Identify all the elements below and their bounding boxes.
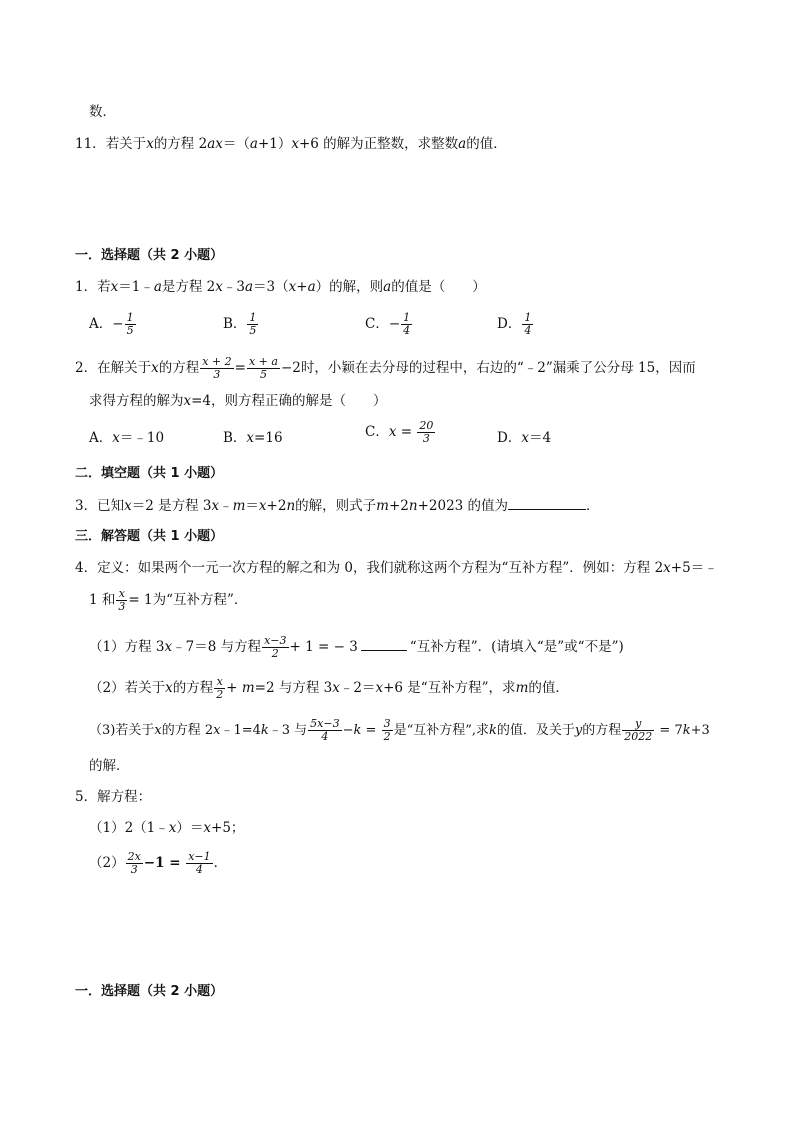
text: + (296, 279, 308, 295)
text: 的值是（ ） (391, 279, 486, 295)
var: x (332, 680, 340, 696)
var: x (521, 430, 529, 446)
fraction-numerator: 1 (249, 311, 257, 324)
var: k (682, 723, 691, 738)
text: 解方程： (97, 789, 152, 805)
continuation-fragment: 数． (89, 104, 116, 120)
question-number: 1． (75, 279, 98, 295)
text: + (226, 680, 242, 696)
text: ． (586, 498, 600, 514)
var: ax (207, 136, 223, 152)
option-label: B． (223, 316, 247, 332)
text: 的方程 (172, 680, 214, 696)
fraction (125, 312, 136, 337)
option-label: D． (497, 430, 522, 446)
question-4-part-3-line-2 (89, 756, 130, 776)
text: ﹣ (219, 498, 233, 514)
text: ）的解，则 (315, 279, 384, 295)
var: k (489, 723, 497, 738)
text: “互补方程”．(请填入“是”或“不是”) (409, 639, 624, 655)
option-label: A． (89, 316, 113, 332)
fraction-denominator: 2 (271, 647, 279, 660)
fraction-numerator: x−3 (264, 634, 287, 647)
text: = (234, 360, 246, 376)
text: 是方程 2 (161, 279, 216, 295)
fraction (262, 635, 288, 660)
var: y (574, 723, 583, 738)
fraction-denominator: 2 (383, 730, 391, 743)
fraction-numerator: y (622, 718, 654, 731)
question-11 (75, 134, 507, 154)
option-a (89, 428, 164, 448)
fraction (116, 588, 127, 613)
fraction (382, 718, 393, 743)
text: +5＝﹣ (670, 560, 718, 576)
text: +2 (266, 498, 287, 514)
fraction-denominator: 5 (126, 324, 134, 337)
text: 已知 (97, 498, 125, 514)
fraction-denominator: 3 (422, 432, 430, 445)
answer-blank[interactable] (361, 650, 407, 651)
text: 的方程 2 (153, 136, 208, 152)
fraction-denominator: 5 (249, 324, 257, 337)
continuation-text (89, 102, 116, 122)
fraction-denominator: 3 (213, 368, 221, 381)
var: x (388, 424, 397, 440)
var: a (153, 279, 162, 295)
text: 的值． (528, 680, 569, 696)
fraction (126, 851, 143, 876)
section-heading: 二．填空题（共 1 小题） (75, 466, 224, 481)
var: x (291, 136, 299, 152)
text: 的解． (89, 758, 130, 774)
var: x (164, 639, 173, 655)
fraction (200, 356, 233, 381)
text: （2）若关于 (89, 680, 166, 696)
fraction-numerator: x + 2 (202, 355, 232, 368)
question-4-part-2 (89, 676, 569, 701)
question-4-line-2 (89, 588, 247, 613)
text: ＝3（ (253, 279, 289, 295)
text: +2 (388, 498, 409, 514)
fraction-denominator: 2 (216, 688, 224, 701)
text: ﹣7＝8 与方程 (172, 639, 262, 655)
question-4 (75, 558, 718, 578)
var: k (353, 723, 362, 738)
text: ＝4 (528, 430, 552, 446)
text: +5； (211, 820, 245, 836)
var: x (183, 393, 192, 409)
fraction (247, 312, 258, 337)
var: a (383, 279, 392, 295)
question-3 (75, 496, 600, 516)
question-number: 11． (75, 136, 106, 152)
text: ﹣1=4 (220, 723, 261, 738)
var: m (515, 680, 529, 696)
fraction (401, 312, 412, 337)
option-d (497, 312, 534, 337)
fraction-numerator: x + a (248, 355, 278, 368)
text: 在解关于 (97, 360, 152, 376)
var: x (110, 279, 119, 295)
option-label: A． (89, 430, 113, 446)
fraction (417, 420, 435, 445)
var: x (663, 560, 671, 576)
answer-blank[interactable] (508, 509, 586, 510)
fraction (186, 851, 212, 876)
option-b (223, 312, 259, 337)
var: x (246, 430, 255, 446)
option-sign: − (388, 316, 401, 332)
fraction (247, 356, 280, 381)
fraction-denominator: 5 (259, 368, 267, 381)
option-d (497, 428, 551, 448)
option-label: D． (497, 316, 522, 332)
question-5-part-1 (89, 818, 244, 838)
question-1 (75, 277, 486, 297)
text: 的方程 (582, 723, 622, 738)
fraction-numerator: x (214, 676, 225, 689)
text: = 1为“互补方程”． (128, 592, 248, 608)
text: ﹣2＝ (339, 680, 376, 696)
fraction-numerator: 2x (127, 850, 141, 863)
fraction-denominator: 4 (524, 324, 532, 337)
fraction-denominator: 3 (118, 600, 126, 613)
question-2 (75, 356, 696, 381)
fraction-numerator: 3 (383, 717, 391, 730)
var: m (376, 498, 389, 514)
text: 的方程 2 (161, 723, 214, 738)
question-2-line-2 (89, 391, 387, 411)
text: （3)若关于 (89, 723, 155, 738)
section-heading: 一．选择题（共 2 小题） (75, 984, 224, 999)
fraction (214, 676, 225, 701)
text: 若 (97, 279, 111, 295)
text: 求得方程的解为 (89, 393, 184, 409)
var: x (168, 820, 177, 836)
question-5-part-2 (89, 851, 227, 876)
text: ＝（ (222, 136, 250, 152)
var: a (307, 279, 316, 295)
var: x (288, 279, 297, 295)
text: 是“互补方程”,求 (393, 723, 489, 738)
var: x (146, 136, 154, 152)
var: x (258, 498, 267, 514)
var: x (124, 498, 132, 514)
var: x (165, 680, 173, 696)
text: − (342, 723, 354, 738)
text: （1）方程 3 (89, 639, 165, 655)
text: 1 和 (89, 592, 116, 608)
text: ＝2 是方程 3 (131, 498, 212, 514)
text: 定义：如果两个一元一次方程的解之和为 0，我们就称这两个方程为“互补方程”．例如：方程 2 (97, 560, 664, 576)
question-number: 2． (75, 360, 98, 376)
fraction-numerator: x (116, 588, 127, 601)
fraction-denominator: 4 (195, 863, 203, 876)
section-heading: 三．解答题（共 1 小题） (75, 529, 224, 544)
var: m (241, 680, 255, 696)
text: ＝﹣10 (119, 430, 165, 446)
var: x (375, 680, 384, 696)
question-number: 5． (75, 789, 98, 805)
var: x (112, 430, 120, 446)
option-a (89, 312, 137, 337)
fraction-numerator: 1 (524, 311, 532, 324)
question-number: 4． (75, 560, 98, 576)
var: x (151, 360, 159, 376)
text: （2） (89, 855, 125, 871)
text: 若关于 (105, 136, 147, 152)
text: =2 与方程 3 (254, 680, 333, 696)
var: a (249, 136, 258, 152)
text: ＝ (245, 498, 259, 514)
question-number: 3． (75, 498, 98, 514)
section-heading: 一．选择题（共 2 小题） (75, 248, 224, 263)
var: n (408, 498, 418, 514)
fraction-numerator: 1 (126, 311, 134, 324)
text: +6 的解为正整数，求整数 (298, 136, 459, 152)
var: x (203, 820, 212, 836)
text: +3 (690, 723, 710, 738)
text: −1 = (143, 855, 186, 871)
fraction-denominator: 4 (321, 730, 329, 743)
option-label: B． (223, 430, 247, 446)
text: 的值．及关于 (496, 723, 575, 738)
option-b (223, 428, 283, 448)
text: ﹣3 (222, 279, 245, 295)
text: ． (213, 855, 228, 871)
question-4-part-1 (89, 635, 624, 660)
text: + 1 = − 3 (289, 639, 358, 655)
text: +2023 的值为 (417, 498, 509, 514)
fraction (522, 312, 533, 337)
text: ）＝ (176, 820, 204, 836)
fraction-denominator: 2022 (624, 730, 653, 743)
option-label: C． (365, 424, 389, 440)
text: ﹣3 与 (268, 723, 308, 738)
fraction-numerator: 20 (419, 419, 434, 432)
var: a (458, 136, 467, 152)
option-label: C． (365, 316, 389, 332)
var: m (232, 498, 246, 514)
text: +1） (257, 136, 292, 152)
text: =16 (254, 430, 283, 446)
text: 的值． (466, 136, 507, 152)
fraction-denominator: 4 (403, 324, 411, 337)
text: −2时，小颖在去分母的过程中，右边的“﹣2”漏乘了公分母 15，因而 (280, 360, 696, 376)
var: a (244, 279, 254, 295)
var: n (286, 498, 296, 514)
var: x (154, 723, 162, 738)
var: x (213, 723, 221, 738)
text: = (361, 723, 381, 738)
fraction-numerator: 1 (403, 311, 411, 324)
var: k (260, 723, 269, 738)
option-c (365, 312, 413, 337)
text: = 7 (655, 723, 683, 738)
text: +6 是“互补方程”，求 (383, 680, 516, 696)
fraction (622, 718, 654, 743)
fraction-numerator: x−1 (188, 850, 211, 863)
text: 的解，则式子 (295, 498, 377, 514)
fraction (308, 718, 341, 743)
text: = (396, 424, 417, 440)
text: ＝1﹣ (118, 279, 154, 295)
option-c (365, 420, 436, 445)
fraction-numerator: 5x−3 (310, 717, 340, 730)
var: x (211, 498, 220, 514)
var: x (215, 279, 223, 295)
question-5 (75, 787, 151, 807)
text: =4，则方程正确的解是（ ） (191, 393, 387, 409)
text: （1）2（1﹣ (89, 820, 169, 836)
question-4-part-3 (89, 718, 710, 743)
fraction-denominator: 3 (130, 863, 138, 876)
text: 的方程 (158, 360, 200, 376)
option-sign: − (112, 316, 124, 332)
